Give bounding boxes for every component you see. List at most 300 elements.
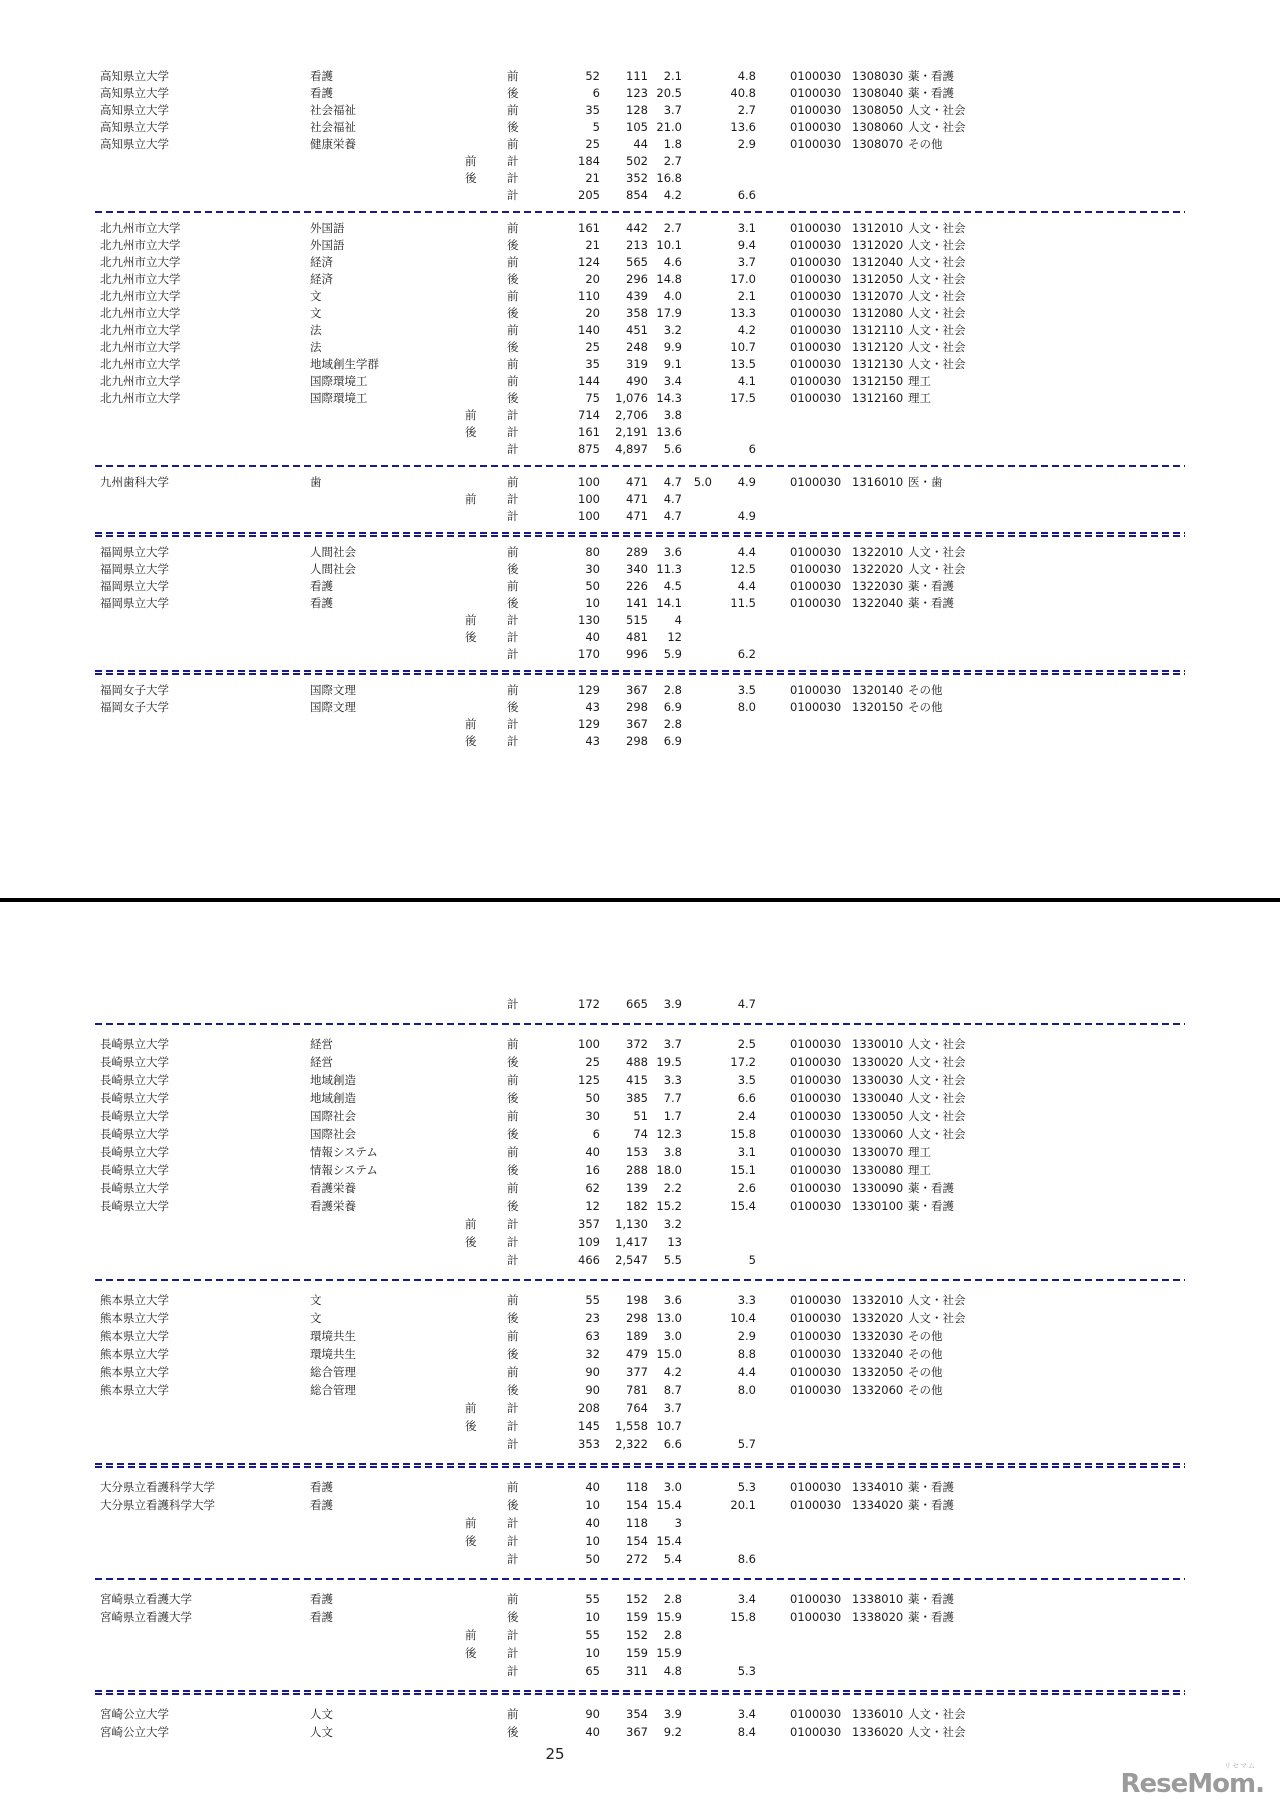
department-name: 看護	[310, 1610, 333, 1624]
applicant-count: 154	[626, 1534, 648, 1548]
prev-year-ratio: 2.7	[737, 103, 756, 117]
ratio: 3.9	[663, 997, 682, 1011]
applicant-count: 198	[626, 1293, 648, 1307]
department-code: 1312150	[852, 374, 904, 388]
department-name	[310, 491, 465, 508]
department-code	[852, 1417, 908, 1435]
department-name: 看護	[310, 579, 333, 593]
department-code: 1312020	[852, 238, 904, 252]
extra-ratio	[682, 629, 712, 646]
applicant-count: 153	[626, 1145, 648, 1159]
ratio: 21.0	[656, 120, 682, 134]
prefecture-code	[790, 407, 852, 424]
department-name	[310, 407, 465, 424]
university-name	[100, 1662, 310, 1680]
schedule-label: 前	[507, 69, 519, 83]
table-row	[0, 491, 1280, 508]
recruit-count: 55	[585, 1293, 600, 1307]
category-label: 人文・社会	[908, 289, 966, 303]
applicant-count: 152	[626, 1592, 648, 1606]
university-name: 北九州市立大学	[100, 238, 181, 252]
prefecture-code: 0100030	[790, 1311, 842, 1325]
category-label: その他	[908, 1383, 943, 1397]
extra-ratio	[682, 1071, 712, 1089]
prefecture-code: 0100030	[790, 683, 842, 697]
schedule-label: 前	[507, 255, 519, 269]
table-row	[0, 322, 1280, 339]
table-row	[0, 1251, 1280, 1269]
department-name: 文	[310, 306, 322, 320]
recruit-count: 90	[585, 1365, 600, 1379]
department-name	[310, 508, 465, 525]
recruit-count: 161	[578, 221, 600, 235]
ratio: 2.1	[663, 69, 682, 83]
schedule-label: 後	[507, 120, 519, 134]
applicant-count: 44	[633, 137, 648, 151]
category-label: 人文・社会	[908, 1073, 966, 1087]
prev-year-ratio: 4.4	[737, 545, 756, 559]
extra-ratio	[682, 578, 712, 595]
prefecture-code: 0100030	[790, 272, 842, 286]
department-name	[310, 170, 465, 187]
prefecture-code	[790, 1417, 852, 1435]
schedule-label: 計	[507, 734, 519, 748]
resemom-logo	[1121, 1763, 1264, 1797]
schedule-label: 前	[507, 683, 519, 697]
recruit-count: 30	[585, 1109, 600, 1123]
table-row	[0, 68, 1280, 85]
department-code: 1332020	[852, 1311, 904, 1325]
recruit-count: 100	[578, 1037, 600, 1051]
block-separator	[95, 532, 1185, 537]
ratio: 20.5	[656, 86, 682, 100]
department-code: 1312120	[852, 340, 904, 354]
applicant-count: 272	[626, 1552, 648, 1566]
department-code: 1322030	[852, 579, 904, 593]
applicant-count: 488	[626, 1055, 648, 1069]
department-code	[852, 170, 908, 187]
university-name: 福岡県立大学	[100, 579, 169, 593]
university-name: 北九州市立大学	[100, 221, 181, 235]
subtotal-schedule-label	[465, 1345, 507, 1363]
department-name	[310, 1417, 465, 1435]
subtotal-schedule-label	[465, 220, 507, 237]
recruit-count: 6	[592, 86, 600, 100]
prefecture-code: 0100030	[790, 1498, 842, 1512]
applicant-count: 471	[626, 492, 648, 506]
prev-year-ratio: 15.4	[730, 1199, 756, 1213]
prev-year-ratio	[712, 629, 756, 646]
prefecture-code: 0100030	[790, 1073, 842, 1087]
prefecture-code	[790, 491, 852, 508]
applicant-count: 289	[626, 545, 648, 559]
subtotal-schedule-label	[465, 561, 507, 578]
department-code	[852, 424, 908, 441]
recruit-count: 30	[585, 562, 600, 576]
department-name: 歯	[310, 475, 322, 489]
university-name	[100, 1417, 310, 1435]
recruit-count: 205	[578, 188, 600, 202]
prefecture-code: 0100030	[790, 1347, 842, 1361]
subtotal-schedule-label	[465, 1251, 507, 1269]
subtotal-schedule-label	[465, 1435, 507, 1453]
schedule-label: 前	[507, 1073, 519, 1087]
extra-ratio	[682, 1514, 712, 1532]
prev-year-ratio: 20.1	[730, 1498, 756, 1512]
prefecture-code	[790, 612, 852, 629]
ratio: 12	[667, 630, 682, 644]
department-code: 1316010	[852, 475, 904, 489]
schedule-label: 後	[507, 1347, 519, 1361]
ratio: 5.4	[663, 1552, 682, 1566]
extra-ratio	[682, 441, 712, 458]
university-name: 熊本県立大学	[100, 1311, 169, 1325]
extra-ratio	[682, 373, 712, 390]
applicant-count: 665	[626, 997, 648, 1011]
block-separator	[95, 1463, 1185, 1468]
recruit-count: 43	[585, 734, 600, 748]
applicant-count: 764	[626, 1401, 648, 1415]
schedule-label: 後	[507, 1091, 519, 1105]
prev-year-ratio	[712, 1417, 756, 1435]
table-row	[0, 254, 1280, 271]
prefecture-code	[790, 1251, 852, 1269]
department-name	[310, 733, 465, 750]
recruit-count: 5	[592, 120, 600, 134]
university-name	[100, 1532, 310, 1550]
university-name: 宮崎公立大学	[100, 1707, 169, 1721]
prefecture-code: 0100030	[790, 391, 842, 405]
category-label: その他	[908, 683, 943, 697]
recruit-count: 170	[578, 647, 600, 661]
table-row	[0, 441, 1280, 458]
prefecture-code: 0100030	[790, 1293, 842, 1307]
category-label: 人文・社会	[908, 1109, 966, 1123]
category-label: 人文・社会	[908, 103, 966, 117]
recruit-count: 144	[578, 374, 600, 388]
subtotal-schedule-label	[465, 1071, 507, 1089]
recruit-count: 63	[585, 1329, 600, 1343]
department-code: 1320150	[852, 700, 904, 714]
schedule-label: 前	[507, 1293, 519, 1307]
schedule-label: 計	[507, 630, 519, 644]
department-name: 総合管理	[310, 1383, 356, 1397]
recruit-count: 129	[578, 683, 600, 697]
prev-year-ratio	[712, 1644, 756, 1662]
extra-ratio	[682, 1417, 712, 1435]
extra-ratio	[682, 1381, 712, 1399]
prefecture-code: 0100030	[790, 69, 842, 83]
extra-ratio	[682, 1107, 712, 1125]
applicant-count: 451	[626, 323, 648, 337]
subtotal-schedule-label	[465, 646, 507, 663]
ratio: 3.3	[663, 1073, 682, 1087]
schedule-label: 後	[507, 1127, 519, 1141]
category-label: 薬・看護	[908, 1181, 954, 1195]
logo-text: ReseMom.	[1120, 1769, 1264, 1799]
university-name: 長崎県立大学	[100, 1109, 169, 1123]
department-code	[852, 629, 908, 646]
department-name	[310, 187, 465, 204]
ratio: 9.9	[663, 340, 682, 354]
university-name: 熊本県立大学	[100, 1329, 169, 1343]
prev-year-ratio: 40.8	[730, 86, 756, 100]
recruit-count: 80	[585, 545, 600, 559]
extra-ratio	[682, 1723, 712, 1741]
ratio: 3.9	[663, 1707, 682, 1721]
prev-year-ratio: 2.5	[737, 1037, 756, 1051]
department-name: 看護	[310, 596, 333, 610]
prev-year-ratio: 11.5	[730, 596, 756, 610]
schedule-label: 前	[507, 1037, 519, 1051]
department-code: 1330010	[852, 1037, 904, 1051]
department-code	[852, 1550, 908, 1568]
ratio: 8.7	[663, 1383, 682, 1397]
department-name: 環境共生	[310, 1347, 356, 1361]
schedule-label: 前	[507, 1329, 519, 1343]
table-row	[0, 1417, 1280, 1435]
applicant-count: 51	[633, 1109, 648, 1123]
department-name	[310, 1251, 465, 1269]
prev-year-ratio: 10.4	[730, 1311, 756, 1325]
prefecture-code	[790, 629, 852, 646]
category-label: 薬・看護	[908, 1480, 954, 1494]
university-name	[100, 187, 310, 204]
prefecture-code: 0100030	[790, 562, 842, 576]
schedule-label: 後	[507, 596, 519, 610]
prev-year-ratio: 3.5	[737, 1073, 756, 1087]
prev-year-ratio: 5.7	[737, 1437, 756, 1451]
extra-ratio	[682, 254, 712, 271]
extra-ratio	[682, 407, 712, 424]
recruit-count: 62	[585, 1181, 600, 1195]
subtotal-schedule-label	[465, 1590, 507, 1608]
recruit-count: 23	[585, 1311, 600, 1325]
university-name	[100, 995, 310, 1013]
table-row	[0, 1514, 1280, 1532]
ratio: 4.8	[663, 1664, 682, 1678]
department-code	[852, 646, 908, 663]
table-row	[0, 1399, 1280, 1417]
schedule-label: 前	[507, 1707, 519, 1721]
table-row	[0, 102, 1280, 119]
department-name: 情報システム	[310, 1163, 378, 1177]
recruit-count: 40	[585, 1145, 600, 1159]
applicant-count: 854	[626, 188, 648, 202]
department-name: 健康栄養	[310, 137, 356, 151]
university-name: 北九州市立大学	[100, 306, 181, 320]
department-name: 文	[310, 1293, 322, 1307]
university-name	[100, 1550, 310, 1568]
extra-ratio	[682, 1363, 712, 1381]
schedule-label: 計	[507, 1646, 519, 1660]
university-name	[100, 424, 310, 441]
prefecture-code: 0100030	[790, 238, 842, 252]
category-label: 人文・社会	[908, 323, 966, 337]
subtotal-schedule-label: 前	[465, 1628, 477, 1642]
university-name: 長崎県立大学	[100, 1181, 169, 1195]
department-code: 1330020	[852, 1055, 904, 1069]
department-name: 外国語	[310, 238, 345, 252]
ratio: 2.2	[663, 1181, 682, 1195]
prev-year-ratio	[712, 407, 756, 424]
department-code	[852, 612, 908, 629]
subtotal-schedule-label: 前	[465, 717, 477, 731]
prev-year-ratio: 4.8	[737, 69, 756, 83]
table-row	[0, 995, 1280, 1013]
ratio: 3.0	[663, 1329, 682, 1343]
schedule-label: 後	[507, 1725, 519, 1739]
schedule-label: 計	[507, 613, 519, 627]
subtotal-schedule-label	[465, 1309, 507, 1327]
extra-ratio	[682, 716, 712, 733]
recruit-count: 161	[578, 425, 600, 439]
block-separator	[95, 211, 1185, 213]
subtotal-schedule-label	[465, 1125, 507, 1143]
university-name	[100, 1514, 310, 1532]
schedule-label: 前	[507, 1480, 519, 1494]
ratio: 5.9	[663, 647, 682, 661]
extra-ratio	[682, 1496, 712, 1514]
page-number: 25	[545, 1745, 565, 1763]
prefecture-code	[790, 1514, 852, 1532]
subtotal-schedule-label	[465, 441, 507, 458]
ratio: 15.0	[656, 1347, 682, 1361]
table-row	[0, 237, 1280, 254]
ratio: 1.7	[663, 1109, 682, 1123]
ratio: 3.6	[663, 1293, 682, 1307]
department-name: 看護	[310, 69, 333, 83]
department-name	[310, 1626, 465, 1644]
university-name: 長崎県立大学	[100, 1145, 169, 1159]
table-row	[0, 1309, 1280, 1327]
prefecture-code: 0100030	[790, 1091, 842, 1105]
department-code: 1322020	[852, 562, 904, 576]
schedule-label: 計	[507, 509, 519, 523]
prefecture-code	[790, 1662, 852, 1680]
department-code: 1308060	[852, 120, 904, 134]
university-name: 福岡女子大学	[100, 683, 169, 697]
category-label: 人文・社会	[908, 238, 966, 252]
department-code	[852, 1532, 908, 1550]
recruit-count: 875	[578, 442, 600, 456]
recruit-count: 124	[578, 255, 600, 269]
category-label: 人文・社会	[908, 1311, 966, 1325]
applicant-count: 111	[626, 69, 648, 83]
department-code	[852, 1399, 908, 1417]
category-label: 人文・社会	[908, 1127, 966, 1141]
table-row	[0, 561, 1280, 578]
prefecture-code	[790, 508, 852, 525]
schedule-label: 前	[507, 103, 519, 117]
applicant-count: 442	[626, 221, 648, 235]
applicant-count: 367	[626, 1725, 648, 1739]
department-code: 1334020	[852, 1498, 904, 1512]
department-code	[852, 153, 908, 170]
university-name: 福岡県立大学	[100, 562, 169, 576]
table-row	[0, 1532, 1280, 1550]
ratio: 4.2	[663, 188, 682, 202]
prev-year-ratio: 13.6	[730, 120, 756, 134]
table-row	[0, 1179, 1280, 1197]
schedule-label: 前	[507, 374, 519, 388]
applicant-count: 139	[626, 1181, 648, 1195]
table-row	[0, 220, 1280, 237]
ratio: 3.7	[663, 1037, 682, 1051]
ratio: 2.7	[663, 221, 682, 235]
applicant-count: 996	[626, 647, 648, 661]
subtotal-schedule-label: 後	[465, 630, 477, 644]
department-code	[852, 1626, 908, 1644]
applicant-count: 288	[626, 1163, 648, 1177]
university-name	[100, 612, 310, 629]
recruit-count: 353	[578, 1437, 600, 1451]
ratio: 14.8	[656, 272, 682, 286]
applicant-count: 385	[626, 1091, 648, 1105]
recruit-count: 12	[585, 1199, 600, 1213]
schedule-label: 計	[507, 1419, 519, 1433]
prefecture-code	[790, 1215, 852, 1233]
ratio: 2.8	[663, 717, 682, 731]
schedule-label: 後	[507, 306, 519, 320]
recruit-count: 50	[585, 1552, 600, 1566]
subtotal-schedule-label	[465, 1053, 507, 1071]
table-row	[0, 85, 1280, 102]
department-code	[852, 995, 908, 1013]
prev-year-ratio: 4.4	[737, 1365, 756, 1379]
department-name	[310, 1215, 465, 1233]
subtotal-schedule-label	[465, 699, 507, 716]
extra-ratio	[682, 1705, 712, 1723]
table-row	[0, 271, 1280, 288]
prev-year-ratio: 17.0	[730, 272, 756, 286]
schedule-label: 計	[507, 1552, 519, 1566]
prefecture-code: 0100030	[790, 545, 842, 559]
department-code: 1308030	[852, 69, 904, 83]
subtotal-schedule-label	[465, 508, 507, 525]
ratio: 9.1	[663, 357, 682, 371]
university-name	[100, 441, 310, 458]
recruit-count: 130	[578, 613, 600, 627]
extra-ratio	[682, 1309, 712, 1327]
department-name: 外国語	[310, 221, 345, 235]
subtotal-schedule-label: 前	[465, 1516, 477, 1530]
university-name: 長崎県立大学	[100, 1199, 169, 1213]
department-name	[310, 1233, 465, 1251]
extra-ratio	[682, 1662, 712, 1680]
university-name	[100, 491, 310, 508]
category-label: 理工	[908, 391, 931, 405]
subtotal-schedule-label: 後	[465, 1646, 477, 1660]
department-code: 1308040	[852, 86, 904, 100]
prefecture-code	[790, 170, 852, 187]
category-label: 人文・社会	[908, 562, 966, 576]
recruit-count: 43	[585, 700, 600, 714]
university-name: 高知県立大学	[100, 86, 169, 100]
schedule-label: 前	[507, 475, 519, 489]
recruit-count: 172	[578, 997, 600, 1011]
table-row	[0, 595, 1280, 612]
ratio: 5.5	[663, 1253, 682, 1267]
prefecture-code	[790, 646, 852, 663]
subtotal-schedule-label	[465, 544, 507, 561]
department-name: 国際社会	[310, 1109, 356, 1123]
category-label: 人文・社会	[908, 1707, 966, 1721]
department-name	[310, 716, 465, 733]
prev-year-ratio: 2.4	[737, 1109, 756, 1123]
ratio: 5.6	[663, 442, 682, 456]
recruit-count: 357	[578, 1217, 600, 1231]
